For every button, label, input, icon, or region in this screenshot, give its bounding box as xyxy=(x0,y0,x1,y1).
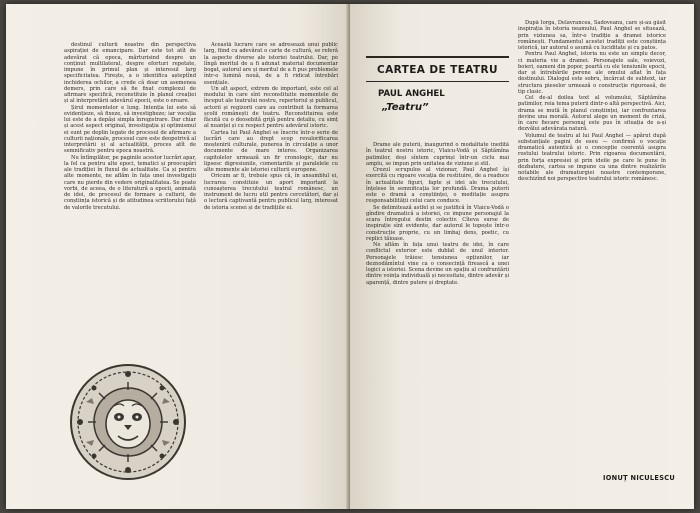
paragraph: După Iorga, Delavrancea, Sadoveanu, care și-au găsit inspirația în istoria neamului, Paul Anghel se situează, prin viziunea sa, într-o tradiție a dramei istorice românești. Fundamentul acestei tradiții este conștiința istorică, iar autorul o asumă cu luciditate și cu patos. xyxy=(518,20,666,51)
author-name: PAUL ANGHEL xyxy=(378,89,445,100)
paragraph: Un alt aspect, extrem de important, este cel al modului în care sînt reconstituite momentele de început ale teatrului nostru, repertoriul și publicul, actorii și regizorii care au contribuit la formarea școlii românești de teatru. Reconstituirea este făcută cu o deosebită grijă pentru detaliu, cu simț al nuanței și cu respect pentru adevărul istoric. xyxy=(204,85,338,130)
paragraph: Cartea lui Paul Anghel se înscrie într-o serie de lucrări care au drept scop revalorificarea moștenirii culturale, punerea în circulație a unor documente de mare interes. Organizarea capitolelor urmează un fir cronologic, dar nu lipsesc digresiunile, comentariile și paralelele cu alte momente ale istoriei culturii europene. xyxy=(204,129,338,173)
right-page-column-1 xyxy=(366,142,509,484)
paragraph: Ne aflăm în fața unui teatru de idei, în care conflictul exterior este dublat de unul interior. Personajele trăiesc tensiunea opțiunilor, iar deznodămîntul vine ca o consecință firească a unei logici a istoriei. Scena devine un spațiu al confruntării dintre voința individuală și necesitate, dintre adevăr și aparență, dintre putere și dreptate. xyxy=(366,242,509,286)
paragraph: Drame ale puterii, inaugurînd o modalitate inedită în teatrul nostru istoric, Vlaicu-Vodă și Săptămîna patimilor, deși sîntem cuprinși într-un ciclu mai amplu, se impun prin unitatea de viziune și stil. xyxy=(366,142,509,167)
paragraph: Volumul de teatru al lui Paul Anghel — apărut după substanțiale pagini de eseu — confirmă o vocație dramatică autentică și o concepție coerentă asupra rostului teatrului istoric. Prin rigoarea documentării, prin forța expresiei și prin ideile pe care le pune în dezbatere, cartea se impune ca una dintre realizările notabile ale dramaturgiei noastre contemporane, deschizînd noi perspective teatrului istoric românesc. xyxy=(518,132,666,183)
paragraph: Crezul scrupulos al vizionar, Paul Anghel își exercită cu rigoare vocația de restituire, de a readuce în actualitate figuri, fapte și idei ale trecutului, înțelese în semnificația lor profundă. Drama puterii este o dramă a conștiinței, o meditație asupra responsabilității celui care conduce. xyxy=(366,167,509,205)
right-page xyxy=(350,4,694,509)
section-title: CARTEA DE TEATRU xyxy=(377,63,498,76)
book-spread xyxy=(6,4,694,509)
paragraph: destinul culturii noastre din perspectiva aspirației de emancipare. Dar este tot atît de adevărat că epoca, mărturisind despre un conținut multilateral, despre eforturi repetate, impune în primul plan și interesul larg specificitatea. Firește, a o identifica așteptînd inchiderea ochilor, a crede că doar un asemenea demers, prin care să fie fixat complexul de afirmare specifică, reconstituie în planul creației și al interpretării adevărul epocii, este o eroare. xyxy=(64,42,196,105)
left-page xyxy=(6,4,350,509)
paragraph: Se delimitează astfel și se justifică în Vlaicu-Vodă o gîndire dramatică a istoriei, ce impune personajul la scara întregului destin colectiv. Cîteva surse de inspirație sînt evidente, dar autorul le topește într-o construcție proprie, cu un limbaj dens, poetic, cu replici tăioase. xyxy=(366,204,509,242)
heading-rule-bottom xyxy=(366,81,509,82)
work-title: „Teatru” xyxy=(382,102,429,114)
right-page-column-2 xyxy=(518,20,666,488)
paragraph: Pentru Paul Anghel, istoria nu este un simplu decor, ci materia vie a dramei. Personajele sale, voievozi, boieri, oameni din popor, poartă cu ele tensiunile epocii, dar și întrebările perene ale omului aflat în fața destinului. Dialogul este sobru, încărcat de subtext, iar structura pieselor urmează o construcție riguroasă, de tip clasic. xyxy=(518,51,666,95)
paragraph: Oricum ar fi, trebuie spus că, în ansamblul ei, lucrarea constituie un aport important la cunoașterea trecutului teatral românesc, un instrument de lucru util pentru cercetători, dar și o lectură captivantă pentru publicul larg, interesat de istoria scenei și de tradițiile ei. xyxy=(204,173,338,211)
left-page-column-2 xyxy=(204,42,338,482)
folk-ornament-plate-illustration xyxy=(68,362,188,482)
heading-rule-top xyxy=(366,56,509,58)
paragraph: Cel de-al doilea text al volumului, Săptămîna patimilor, reia tema puterii dintr-o altă perspectivă. Aici, drama se mută în planul conștiinței, iar confruntarea devine una morală. Autorul alege un moment de criză, în care fiecare personaj este pus în situația de a-și dezvălui adevărata natură. xyxy=(518,95,666,133)
paragraph: Această lucrare care se adresează unui public larg, fiind cu adevărat o carte de cultură, se referă la aspecte diverse ale istoriei teatrului. Dar, pe lîngă meritul de a fi adunat material documentar bogat, autorul are și meritul de a fi pus problemele într-o lumină nouă, de a fi ridicat întrebări esențiale. xyxy=(204,42,338,86)
paragraph: Șirul momentelor e lung. Intenția lui este să evidențieze, să fixeze, să investigheze; iar vocația lui este de a depăși simpla înregistrare. Dar chiar și acest aspect original, investigația și optimismul ei sunt pe deplin legate de procesul de afirmare a culturii naționale, procesul care este deopotrivă al interpretării și al actualității, proces atît de semnificativ pentru epoca noastră. xyxy=(64,104,196,155)
article-heading xyxy=(366,56,509,113)
paragraph: Nu întîmplător, pe paginile acestor lucrări apar, la fel ca pentru alte epoci, tematici și preocupări ale tradiției în fluxul de actualitate. Ca și pentru alte momente, ne aflăm în fața unei investigații care nu pierde din vedere originalitatea. Se poate vorbi, de aceea, de o literatură a epocii, animată de idei, de procesul de formare a culturii, de conștiința istorică și de atitudinea scriitorului față de valorile trecutului. xyxy=(64,154,196,211)
article-signature: IONUȚ NICULESCU xyxy=(603,474,676,482)
